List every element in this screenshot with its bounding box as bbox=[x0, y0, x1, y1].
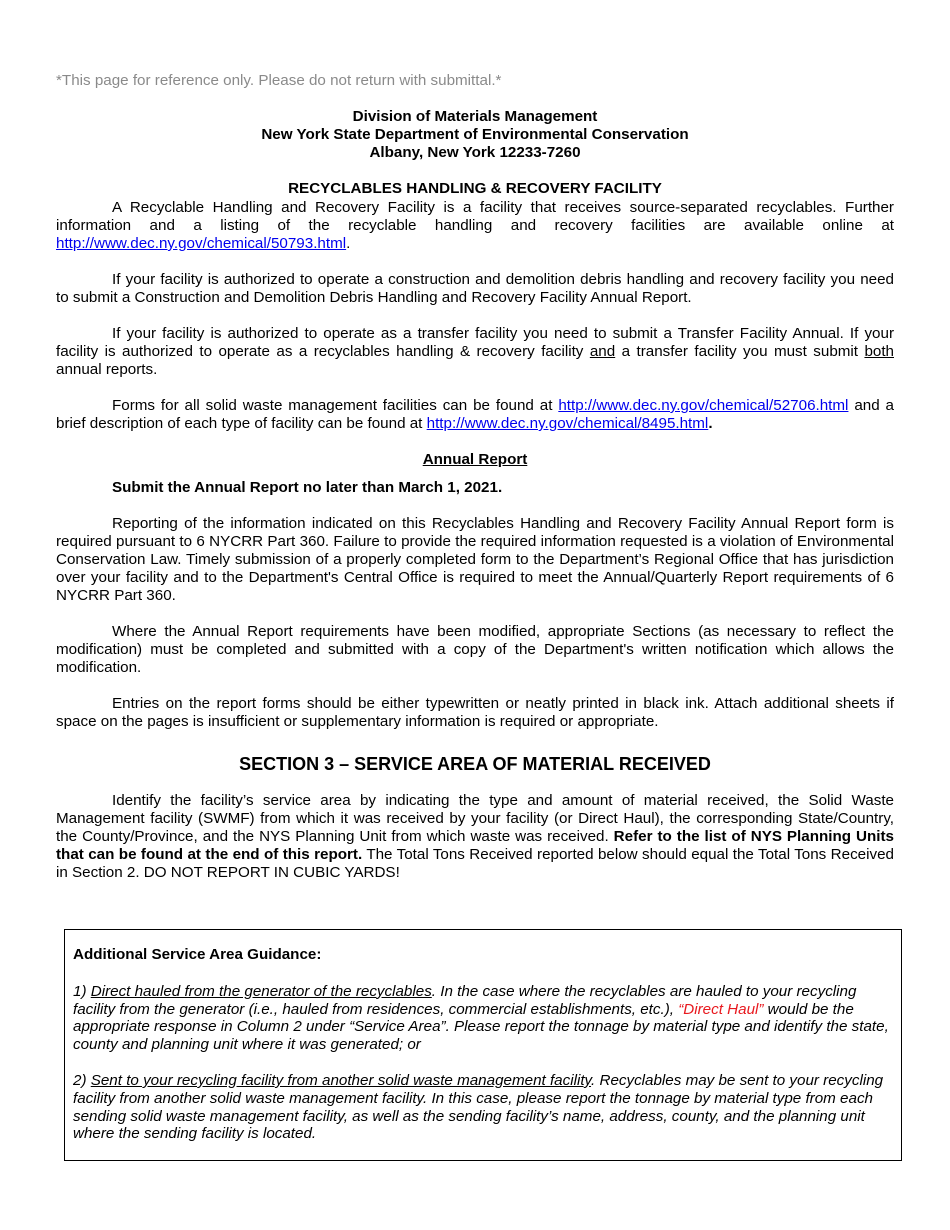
intro-p3-a: If your facility is authorized to operate as a transfer facility you need to submit a Transfer Facility Annual. If your facility is authorized to operate as a recyclables handling & recovery facility bbox=[56, 325, 894, 360]
document-page bbox=[56, 72, 894, 882]
annual-report-paragraph-2: Where the Annual Report requirements have been modified, appropriate Sections (as necessary to reflect the modification) must be completed and submitted with a copy of the Department's written notification which allows the modification. bbox=[56, 623, 894, 676]
guidance-box bbox=[64, 929, 902, 1161]
intro-paragraph-1 bbox=[56, 199, 894, 253]
annual-report-paragraph-3: Entries on the report forms should be either typewritten or neatly printed in black ink. Attach additional sheets if space on the pages is insufficient or supplementary information is required or appropriate. bbox=[56, 695, 894, 730]
facility-description-link[interactable]: http://www.dec.ny.gov/chemical/8495.html bbox=[426, 415, 709, 432]
intro-p3-both: both bbox=[864, 343, 894, 360]
agency-address: Albany, New York 12233-7260 bbox=[369, 144, 581, 161]
section-3-text-a: Identify the facility’s service area by indicating the type and amount of material received, the Solid Waste Management facility (SWMF) from which it was received by your facility (or Direct Haul), the corresponding State/Country, the County/Province, and the NYS Planning Unit from which waste was received. bbox=[56, 792, 894, 845]
guidance-item-2-heading: Sent to your recycling facility from another solid waste management facility bbox=[90, 1071, 592, 1089]
intro-paragraph-3 bbox=[56, 325, 894, 379]
submission-deadline: Submit the Annual Report no later than March 1, 2021. bbox=[112, 479, 503, 496]
solid-waste-forms-link[interactable]: http://www.dec.ny.gov/chemical/52706.html bbox=[558, 397, 849, 414]
intro-p4-a: Forms for all solid waste management facilities can be found at bbox=[112, 397, 559, 414]
guidance-item-1-text-b: would be the appropriate response in Column 2 under “Service Area”. Please report the tonnage by material type and identify the state, county and planning unit where it was generated; or bbox=[73, 1000, 889, 1054]
department-name: New York State Department of Environmental Conservation bbox=[261, 126, 689, 143]
intro-p1-text: A Recyclable Handling and Recovery Facility is a facility that receives source-separated recyclables. Further information and a listing of the recyclable handling and recovery facilities are available online at bbox=[56, 199, 894, 234]
intro-p4-b: and a brief description of each type of facility can be found at bbox=[56, 397, 894, 432]
intro-p3-c: annual reports. bbox=[56, 361, 158, 378]
intro-p4-end: . bbox=[708, 415, 713, 432]
section-3-title: SECTION 3 – SERVICE AREA OF MATERIAL RECEIVED bbox=[239, 754, 711, 774]
guidance-item-2-number: 2) bbox=[73, 1071, 91, 1089]
reference-note: *This page for reference only. Please do not return with submittal.* bbox=[56, 72, 502, 89]
guidance-item-1-text-a: . In the case where the recyclables are hauled to your recycling facility from the generator (i.e., hauled from residences, commercial establishments, etc.), bbox=[73, 982, 857, 1018]
intro-p3-and: and bbox=[589, 343, 616, 360]
agency-header bbox=[56, 108, 894, 162]
facility-title: RECYCLABLES HANDLING & RECOVERY FACILITY bbox=[288, 180, 662, 197]
annual-report-paragraph-1: Reporting of the information indicated on this Recyclables Handling and Recovery Facility Annual Report form is required pursuant to 6 NYCRR Part 360. Failure to provide the required information requested is a violation of Environmental Conservation Law. Timely submission of a properly completed form to the Department’s Regional Office that has jurisdiction over your facility and to the Department's Central Office is required to meet the Annual/Quarterly Report requirements of 6 NYCRR Part 360. bbox=[56, 515, 894, 604]
annual-report-title: Annual Report bbox=[422, 451, 528, 468]
guidance-item-1-heading: Direct hauled from the generator of the recyclables bbox=[90, 982, 432, 1000]
section-3-text-b: The Total Tons Received reported below should equal the Total Tons Received in Section 2. DO NOT REPORT IN CUBIC YARDS! bbox=[56, 846, 894, 881]
section-3-planning-units-note: Refer to the list of NYS Planning Units that can be found at the end of this report. bbox=[56, 828, 894, 863]
section-3-instructions bbox=[56, 792, 894, 882]
guidance-item-1-number: 1) bbox=[73, 982, 91, 1000]
intro-paragraph-4 bbox=[56, 397, 894, 433]
intro-paragraph-2: If your facility is authorized to operate a construction and demolition debris handling and recovery facility you need to submit a Construction and Demolition Debris Handling and Recovery Facility Annual Report. bbox=[56, 271, 894, 306]
guidance-item-2-text: . Recyclables may be sent to your recycling facility from another solid waste management facility. In this case, please report the tonnage by material type from each sending solid waste management facility, as well as the sending facility’s name, address, county, and the planning unit where the sending facility is located. bbox=[73, 1071, 884, 1143]
direct-haul-label: “Direct Haul” bbox=[678, 1000, 764, 1018]
guidance-item-2 bbox=[73, 1072, 893, 1143]
guidance-title: Additional Service Area Guidance: bbox=[73, 946, 322, 963]
intro-p3-b: a transfer facility you must submit bbox=[615, 343, 865, 360]
division-name: Division of Materials Management bbox=[352, 108, 598, 125]
intro-p1-end: . bbox=[346, 235, 351, 252]
recyclables-facilities-link[interactable]: http://www.dec.ny.gov/chemical/50793.html bbox=[56, 235, 347, 252]
guidance-item-1 bbox=[73, 983, 893, 1054]
